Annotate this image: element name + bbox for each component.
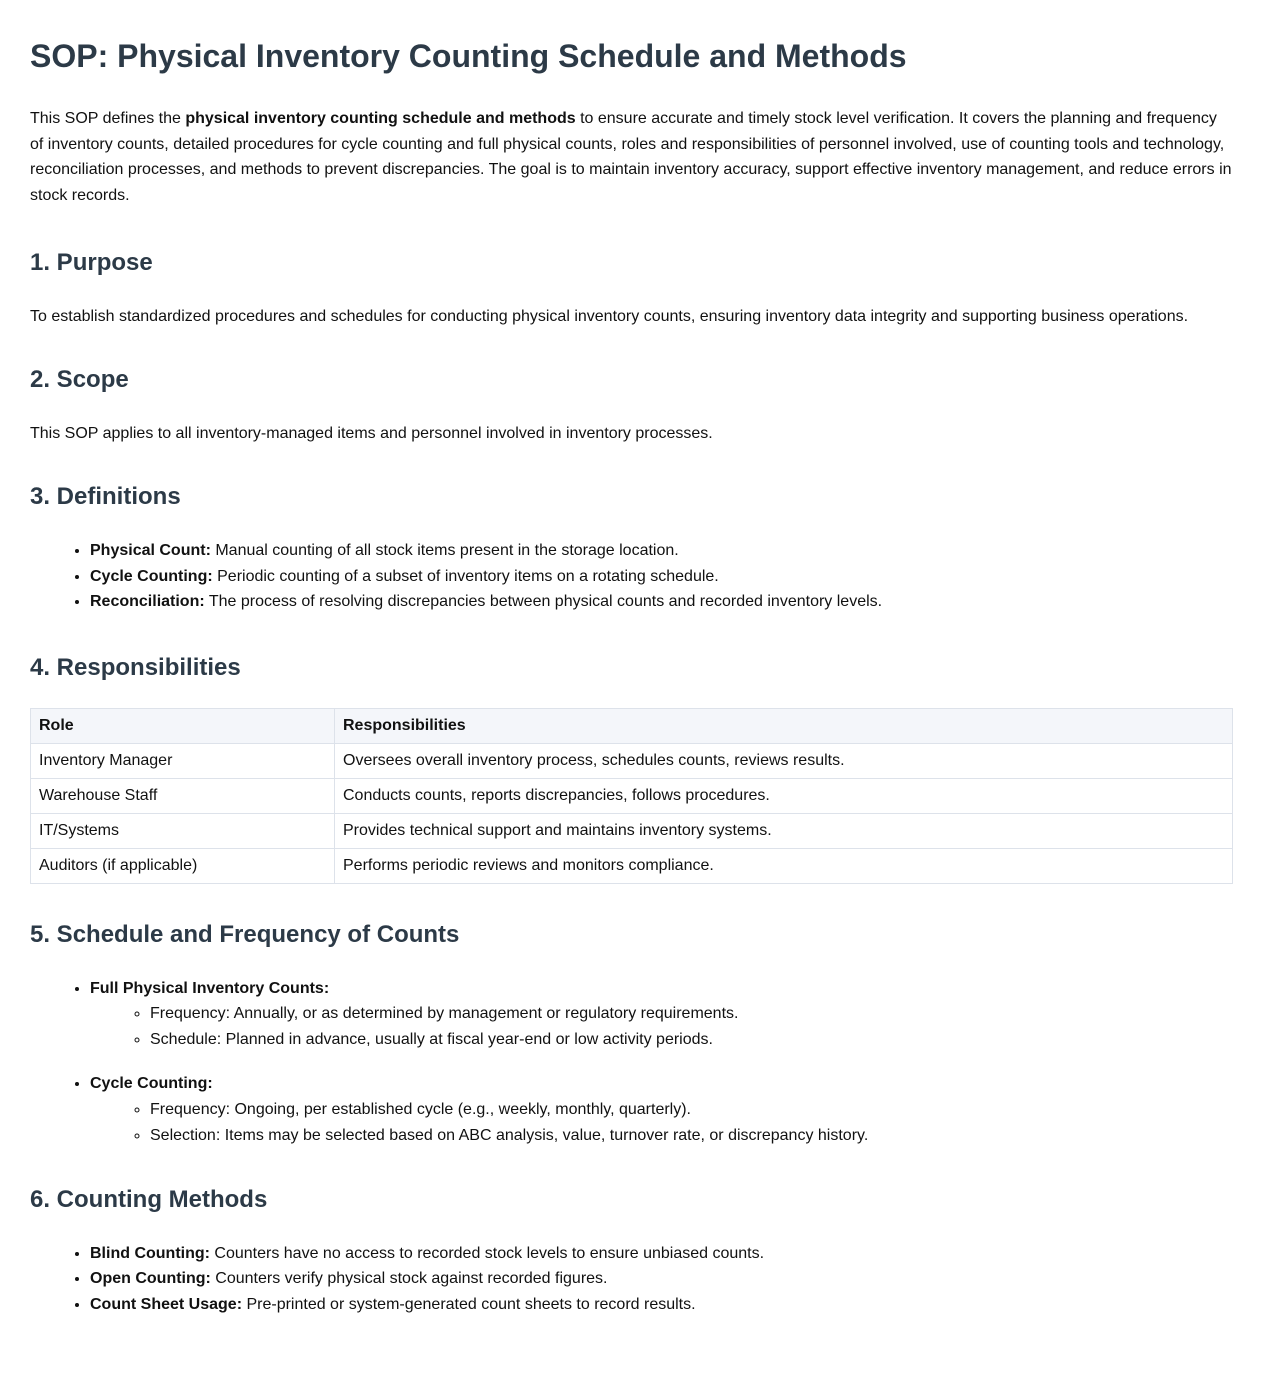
definition-term: Cycle Counting: (90, 567, 213, 585)
role-cell: IT/Systems (31, 813, 335, 848)
table-row (31, 813, 1233, 848)
role-cell: Auditors (if applicable) (31, 848, 335, 883)
responsibilities-table (30, 708, 1233, 884)
table-row (31, 778, 1233, 813)
scope-text: This SOP applies to all inventory-managed items and personnel involved in inventory processes. (30, 425, 713, 442)
list-item (90, 564, 1233, 590)
responsibility-cell: Oversees overall inventory process, schedules counts, reviews results. (335, 743, 1233, 778)
methods-list (30, 1241, 1233, 1318)
list-item (90, 1292, 1233, 1318)
intro-paragraph (30, 106, 1233, 208)
column-header-role: Role (31, 708, 335, 743)
section-heading-scope: 2. Scope (30, 366, 129, 393)
intro-text-end: to ensure accurate and timely stock level verification. It covers the planning and frequency of inventory counts, detailed procedures for cycle counting and full physical counts, roles and responsibilities of personnel involved, use of counting tools and technology, reconciliation processes, and methods to prevent discrepancies. The goal is to maintain inventory accuracy, support effective inventory management, and reduce errors in stock records. (30, 110, 1232, 204)
section-heading-methods: 6. Counting Methods (30, 1185, 268, 1213)
responsibility-cell: Conducts counts, reports discrepancies, follows procedures. (335, 778, 1233, 813)
responsibility-cell: Performs periodic reviews and monitors compliance. (335, 848, 1233, 883)
definition-text: Periodic counting of a subset of inventory items on a rotating schedule. (212, 567, 719, 585)
definition-term: Reconciliation: (90, 593, 205, 610)
schedule-list (30, 976, 1233, 1149)
method-term: Count Sheet Usage: (90, 1295, 243, 1313)
table-header-row (31, 708, 1233, 743)
sub-list-item: ◦ Frequency: Annually, or as determined by management or regulatory requirements. (150, 1001, 1233, 1027)
section-heading-responsibilities: 4. Responsibilities (30, 653, 241, 681)
page-title: SOP: Physical Inventory Counting Schedule and Methods (30, 38, 907, 74)
schedule-group-title: Cycle Counting: (90, 1075, 213, 1092)
method-term: Open Counting: (90, 1270, 211, 1287)
intro-text-bold: physical inventory counting schedule and methods (185, 110, 576, 127)
schedule-group-title: Full Physical Inventory Counts: (90, 979, 330, 997)
section-heading-definitions: 3. Definitions (30, 483, 181, 510)
role-cell: Warehouse Staff (31, 778, 335, 813)
sub-list-item: ◦ Frequency: Ongoing, per established cycle (e.g., weekly, monthly, quarterly). (150, 1097, 1233, 1123)
list-item (90, 589, 1233, 615)
method-text: Pre-printed or system-generated count sheets to record results. (242, 1295, 696, 1313)
schedule-sublist (90, 1001, 1233, 1053)
list-item (90, 538, 1233, 564)
responsibility-cell: Provides technical support and maintains inventory systems. (335, 813, 1233, 848)
list-item (90, 1266, 1233, 1292)
method-term: Blind Counting: (90, 1244, 210, 1262)
list-item (90, 976, 1233, 1054)
definitions-list (30, 538, 1233, 615)
table-row (31, 848, 1233, 883)
definition-term: Physical Count: (90, 542, 211, 559)
section-heading-purpose: 1. Purpose (30, 249, 153, 276)
schedule-sublist (90, 1097, 1233, 1149)
definition-text: The process of resolving discrepancies between physical counts and recorded inventory levels. (204, 593, 883, 610)
sub-list-item: ◦ Selection: Items may be selected based on ABC analysis, value, turnover rate, or discrepancy history. (150, 1123, 1233, 1149)
list-item (90, 1241, 1233, 1267)
table-row (31, 743, 1233, 778)
column-header-responsibilities: Responsibilities (335, 708, 1233, 743)
definition-text: Manual counting of all stock items present in the storage location. (210, 542, 679, 559)
sub-list-item: ◦ Schedule: Planned in advance, usually at fiscal year-end or low activity periods. (150, 1027, 1233, 1053)
method-text: Counters verify physical stock against recorded figures. (210, 1270, 608, 1287)
method-text: Counters have no access to recorded stock levels to ensure unbiased counts. (209, 1244, 765, 1262)
role-cell: Inventory Manager (31, 743, 335, 778)
intro-text-start: This SOP defines the (30, 110, 186, 127)
section-heading-schedule: 5. Schedule and Frequency of Counts (30, 920, 460, 948)
purpose-text: To establish standardized procedures and schedules for conducting physical inventory counts, ensuring inventory data integrity and supporting business operations. (30, 308, 1189, 325)
list-item (90, 1071, 1233, 1149)
